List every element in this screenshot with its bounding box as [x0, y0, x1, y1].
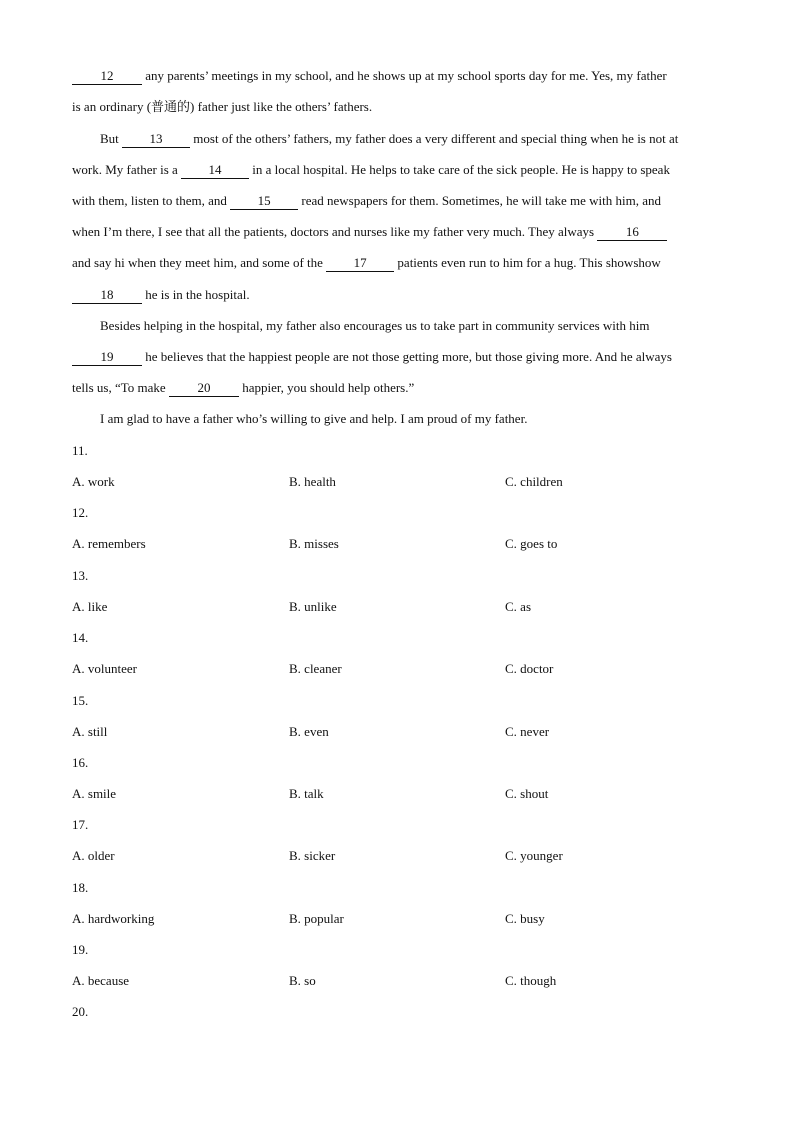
option-b[interactable]: B. popular [289, 911, 344, 926]
option-c[interactable]: C. though [505, 973, 557, 988]
question-number: 17. [72, 817, 89, 832]
option-a[interactable]: A. hardworking [72, 911, 155, 926]
option-a[interactable]: A. still [72, 724, 108, 739]
option-c[interactable]: C. goes to [505, 536, 558, 551]
blank-13[interactable]: 13 [122, 131, 190, 148]
blank-20[interactable]: 20 [169, 380, 239, 397]
passage-line-1 [72, 66, 724, 86]
question-number: 18. [72, 880, 89, 895]
passage-line-10 [72, 347, 724, 367]
blank-17[interactable]: 17 [326, 255, 394, 272]
option-a[interactable]: A. volunteer [72, 661, 137, 676]
option-b[interactable]: B. unlike [289, 599, 337, 614]
passage-line-5 [72, 191, 724, 211]
option-b[interactable]: B. so [289, 973, 316, 988]
option-b[interactable]: B. misses [289, 536, 339, 551]
passage-text: But [100, 131, 119, 146]
passage-line-8 [72, 285, 724, 305]
question-number: 19. [72, 942, 89, 957]
question-number: 13. [72, 568, 89, 583]
passage-text: with them, listen to them, and [72, 193, 227, 208]
passage-text: most of the others’ fathers, my father does a very different and special thing when he is not at [193, 131, 679, 146]
option-c[interactable]: C. shout [505, 786, 549, 801]
question-number: 11. [72, 443, 88, 458]
option-b[interactable]: B. even [289, 724, 329, 739]
passage-text: he believes that the happiest people are not those getting more, but those giving more. And he always [145, 349, 672, 364]
passage-line-2: is an ordinary (普通的) father just like the others’ fathers. [72, 99, 373, 114]
option-b[interactable]: B. cleaner [289, 661, 342, 676]
passage-line-12: I am glad to have a father who’s willing to give and help. I am proud of my father. [100, 411, 528, 426]
passage-text: patients even run to him for a hug. This showshow [397, 255, 661, 270]
passage-text: any parents’ meetings in my school, and he shows up at my school sports day for me. Yes, my father [145, 68, 667, 83]
passage-text: and say hi when they meet him, and some of the [72, 255, 323, 270]
option-a[interactable]: A. like [72, 599, 108, 614]
blank-15[interactable]: 15 [230, 193, 298, 210]
question-number: 14. [72, 630, 89, 645]
passage-text: in a local hospital. He helps to take care of the sick people. He is happy to speak [252, 162, 670, 177]
option-c[interactable]: C. children [505, 474, 563, 489]
question-number: 20. [72, 1004, 89, 1019]
passage-line-4 [72, 160, 724, 180]
passage-line-7 [72, 253, 724, 273]
blank-16[interactable]: 16 [597, 224, 667, 241]
blank-14[interactable]: 14 [181, 162, 249, 179]
option-c[interactable]: C. younger [505, 848, 563, 863]
question-number: 15. [72, 693, 89, 708]
passage-text: when I’m there, I see that all the patients, doctors and nurses like my father very much. They always [72, 224, 595, 239]
option-a[interactable]: A. remembers [72, 536, 146, 551]
passage-text: read newspapers for them. Sometimes, he will take me with him, and [301, 193, 661, 208]
passage-line-9: Besides helping in the hospital, my father also encourages us to take part in community services with him [100, 318, 650, 333]
option-c[interactable]: C. never [505, 724, 550, 739]
blank-18[interactable]: 18 [72, 287, 142, 304]
question-number: 12. [72, 505, 89, 520]
option-a[interactable]: A. older [72, 848, 115, 863]
option-c[interactable]: C. as [505, 599, 531, 614]
option-b[interactable]: B. sicker [289, 848, 336, 863]
passage-line-6 [72, 222, 724, 242]
passage-line-11 [72, 378, 724, 398]
option-a[interactable]: A. smile [72, 786, 117, 801]
passage-text: happier, you should help others.” [242, 380, 415, 395]
passage-text: work. My father is a [72, 162, 178, 177]
option-c[interactable]: C. doctor [505, 661, 554, 676]
passage-line-3 [100, 129, 752, 149]
option-b[interactable]: B. talk [289, 786, 324, 801]
option-c[interactable]: C. busy [505, 911, 545, 926]
passage-text: tells us, “To make [72, 380, 166, 395]
blank-12[interactable]: 12 [72, 68, 142, 85]
question-number: 16. [72, 755, 89, 770]
option-b[interactable]: B. health [289, 474, 336, 489]
option-a[interactable]: A. work [72, 474, 115, 489]
passage-text: he is in the hospital. [145, 287, 250, 302]
option-a[interactable]: A. because [72, 973, 130, 988]
blank-19[interactable]: 19 [72, 349, 142, 366]
